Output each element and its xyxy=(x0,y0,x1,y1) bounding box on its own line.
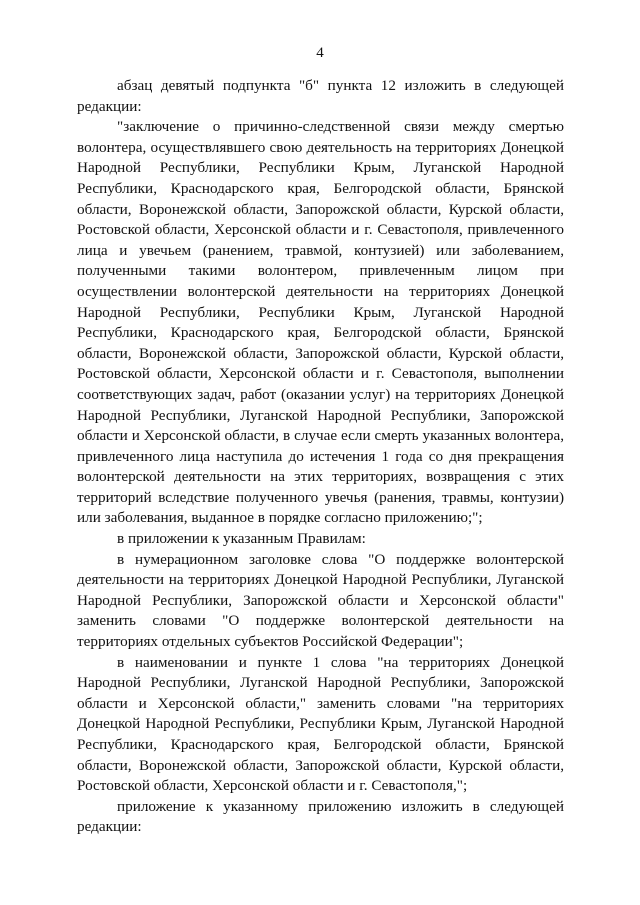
paragraph-numbering-heading: в нумерационном заголовке слова "О поддержке волонтерской деятельности на территориях Донецкой Народной Республики, Луганской Народной Республики, Запорожской области и Херсонской области" заменить словами "О поддержке волонтерской деятельности на территориях отдельных субъектов Российской Федерации"; xyxy=(77,550,564,651)
document-body xyxy=(77,76,564,838)
paragraph-annex-new-edition: приложение к указанному приложению изложить в следующей редакции: xyxy=(77,797,564,836)
page-number: 4 xyxy=(316,45,324,61)
paragraph-conclusion-text: "заключение о причинно-следственной связи между смертью волонтера, осуществлявшего свою деятельность на территориях Донецкой Народной Республики, Республики Крым, Луганской Народной Республики, Краснодарского края, Белгородской области, Брянской области, Воронежской области, Запорожской области, Курской области, Ростовской области, Херсонской области и г. Севастополя, привлеченного лица и увечьем (ранением, травмой, контузией) или заболеванием, полученными такими волонтером, привлеченным лицом при осуществлении волонтерской деятельности на территориях Донецкой Народной Республики, Республики Крым, Луганской Народной Республики, Краснодарского края, Белгородской области, Брянской области, Воронежской области, Запорожской области, Курской области, Ростовской области, Херсонской области и г. Севастополя, выполнении соответствующих задач, работ (оказании услуг) на территориях Донецкой Народной Республики, Луганской Народной Республики, Запорожской области и Херсонской области, в случае если смерть указанных волонтера, привлеченного лица наступила до истечения 1 года со дня прекращения волонтерской деятельности на этих территориях, возвращения с этих территорий вследствие полученного увечья (ранения, травмы, контузии) или заболевания, выданное в порядке согласно приложению;"; xyxy=(77,118,564,527)
paragraph-annex-intro: в приложении к указанным Правилам: xyxy=(117,530,366,548)
paragraph-amend-subparagraph: абзац девятый подпункта "б" пункта 12 изложить в следующей редакции: xyxy=(77,77,564,115)
paragraph-title-and-item-1: в наименовании и пункте 1 слова "на территориях Донецкой Народной Республики, Луганской Народной Республики, Запорожской области и Херсонской области," заменить словами "на территориях Донецкой Народной Республики, Республики Крым, Луганской Народной Республики, Краснодарского края, Белгородской области, Брянской области, Воронежской области, Запорожской области, Курской области, Ростовской области, Херсонской области и г. Севастополя,"; xyxy=(77,653,564,795)
